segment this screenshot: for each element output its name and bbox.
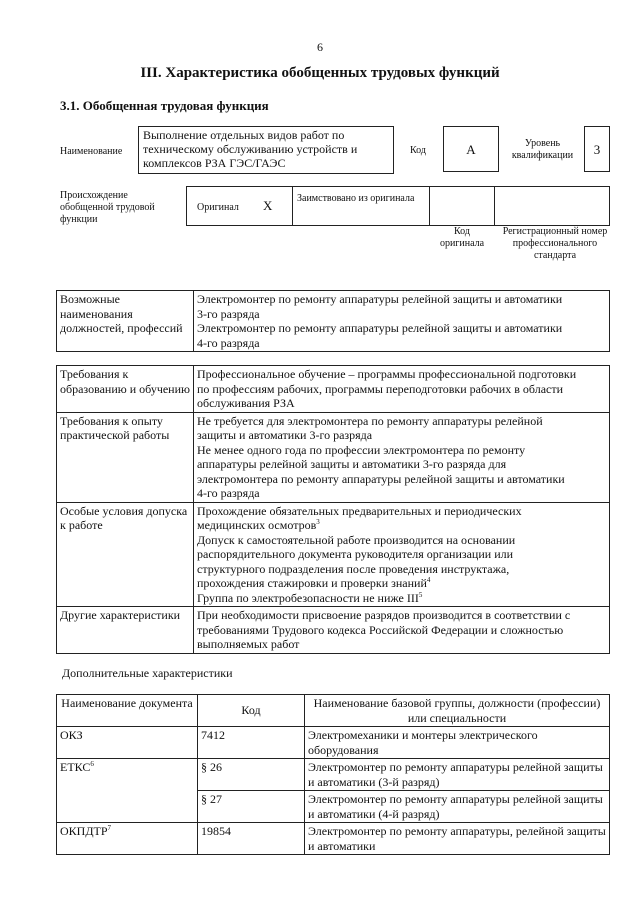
text-line: Прохождение обязательных предварительных и периодических [197,503,522,518]
text-line: Не требуется для электромонтера по ремонту аппаратуры релейной [197,413,543,428]
other-label: Другие характеристики [57,607,194,654]
code-label: Код [410,145,426,156]
experience-label: Требования к опыту практической работы [57,412,194,502]
positions-table [56,290,610,352]
text-fragment: медицинских осмотров [197,518,317,532]
footnote-mark: 4 [426,576,431,584]
name-cell: Электромонтер по ремонту аппаратуры, релейной защиты и автоматики [305,823,610,855]
experience-value [194,412,610,502]
text-line: 4-го разряда [197,335,260,350]
table-row [57,291,610,352]
text-line: структурного подразделения после проведения инструктажа, [197,561,510,576]
level-box [584,126,610,172]
text-line: 4-го разряда [197,486,260,500]
reg-number-label: Регистрационный номер профессионального стандарта [502,226,608,261]
level-value: 3 [593,142,601,157]
table-row [57,502,610,607]
doc-cell [57,727,198,759]
function-name-value: Выполнение отдельных видов работ по техническому обслуживанию устройств и комплексов РЗА ГЭС/ГАЭС [143,128,358,170]
positions-label: Возможные наименования должностей, профессий [57,291,194,352]
text-line: 3-го разряда [197,306,260,321]
code-box [443,126,499,172]
text-line: Не менее одного года по профессии электромонтера по ремонту [197,442,526,457]
function-name-box [138,126,394,174]
admission-value [194,502,610,607]
section-title: III. Характеристика обобщенных трудовых функций [140,65,500,81]
footnote-mark: 5 [418,590,423,599]
code-cell: § 26 [198,759,305,791]
footnote-mark: 6 [90,760,94,768]
table-row [57,366,610,413]
footnote-mark: 3 [316,518,320,526]
code-original-label: Код оригинала [439,226,485,249]
text-line: требованиями Трудового кодекса Российской Федерации и сложностью [197,622,564,637]
text-line: Электромонтер по ремонту аппаратуры релейной защиты и автоматики [197,292,563,306]
table-header-row [57,695,610,727]
table-row [57,823,610,855]
education-value [194,366,610,413]
doc-cell [57,759,198,823]
header-cell: Код [198,695,305,727]
table-row [57,759,610,791]
admission-label: Особые условия допуска к работе [57,502,194,607]
requirements-table [56,365,610,654]
header-cell: Наименование документа [57,695,198,727]
text-line: обслуживания РЗА [197,396,295,410]
code-cell: 7412 [198,727,305,759]
subsection-title: 3.1. Обобщенная трудовая функция [60,98,269,113]
doc-cell [57,823,198,855]
divider [292,186,293,226]
additional-title: Дополнительные характеристики [62,666,233,680]
text-line: Допуск к самостоятельной работе производится на основании [197,532,516,547]
code-value: А [466,142,476,157]
page-number: 6 [317,40,323,54]
other-value [194,607,610,654]
borrowed-label: Заимствовано из оригинала [297,193,415,204]
origin-label: Происхождение обобщенной трудовой функции [60,190,155,225]
divider [429,186,430,226]
doc-name: ОКПДТР [60,824,108,838]
education-label: Требования к образованию и обучению [57,366,194,413]
text-line [197,591,606,606]
name-label: Наименование [60,146,123,157]
text-line: распорядительного документа руководителя организации или [197,547,514,561]
code-cell: § 27 [198,791,305,823]
text-line [197,576,606,591]
table-row [57,607,610,654]
text-line: аппаратуры релейной защиты и автоматики 3-го разряда для [197,457,507,471]
doc-name: ЕТКС [60,760,91,774]
positions-value [194,291,610,352]
text-line: по профессиям рабочих, программы переподготовки рабочих в области [197,381,564,396]
text-line: Электромонтер по ремонту аппаратуры релейной защиты и автоматики [197,321,563,335]
name-cell: Электромонтер по ремонту аппаратуры релейной защиты и автоматики (3-й разряд) [305,759,610,791]
origin-frame [186,186,610,226]
text-line: электромонтера по ремонту аппаратуры релейной защиты и автоматики [197,471,565,486]
additional-table [56,694,610,855]
text-fragment: прохождения стажировки и проверки знаний [197,576,427,590]
divider [494,186,495,226]
original-mark: Х [263,198,273,213]
original-label: Оригинал [197,202,239,213]
text-line [197,518,606,533]
table-row [57,412,610,502]
text-fragment: Группа по электробезопасности не ниже III [197,590,419,605]
text-line: защиты и автоматики 3-го разряда [197,428,373,442]
name-cell: Электромеханики и монтеры электрического оборудования [305,727,610,759]
doc-name: ОКЗ [60,728,83,742]
text-line: При необходимости присвоение разрядов производится в соответствии с [197,608,571,622]
code-cell: 19854 [198,823,305,855]
header-cell: Наименование базовой группы, должности (профессии) или специальности [305,695,610,727]
text-line: Профессиональное обучение – программы профессиональной подготовки [197,367,577,381]
text-line: выполняемых работ [197,637,300,651]
name-cell: Электромонтер по ремонту аппаратуры релейной защиты и автоматики (4-й разряд) [305,791,610,823]
footnote-mark: 7 [107,824,112,832]
level-label: Уровень квалификации [511,138,574,161]
table-row [57,727,610,759]
